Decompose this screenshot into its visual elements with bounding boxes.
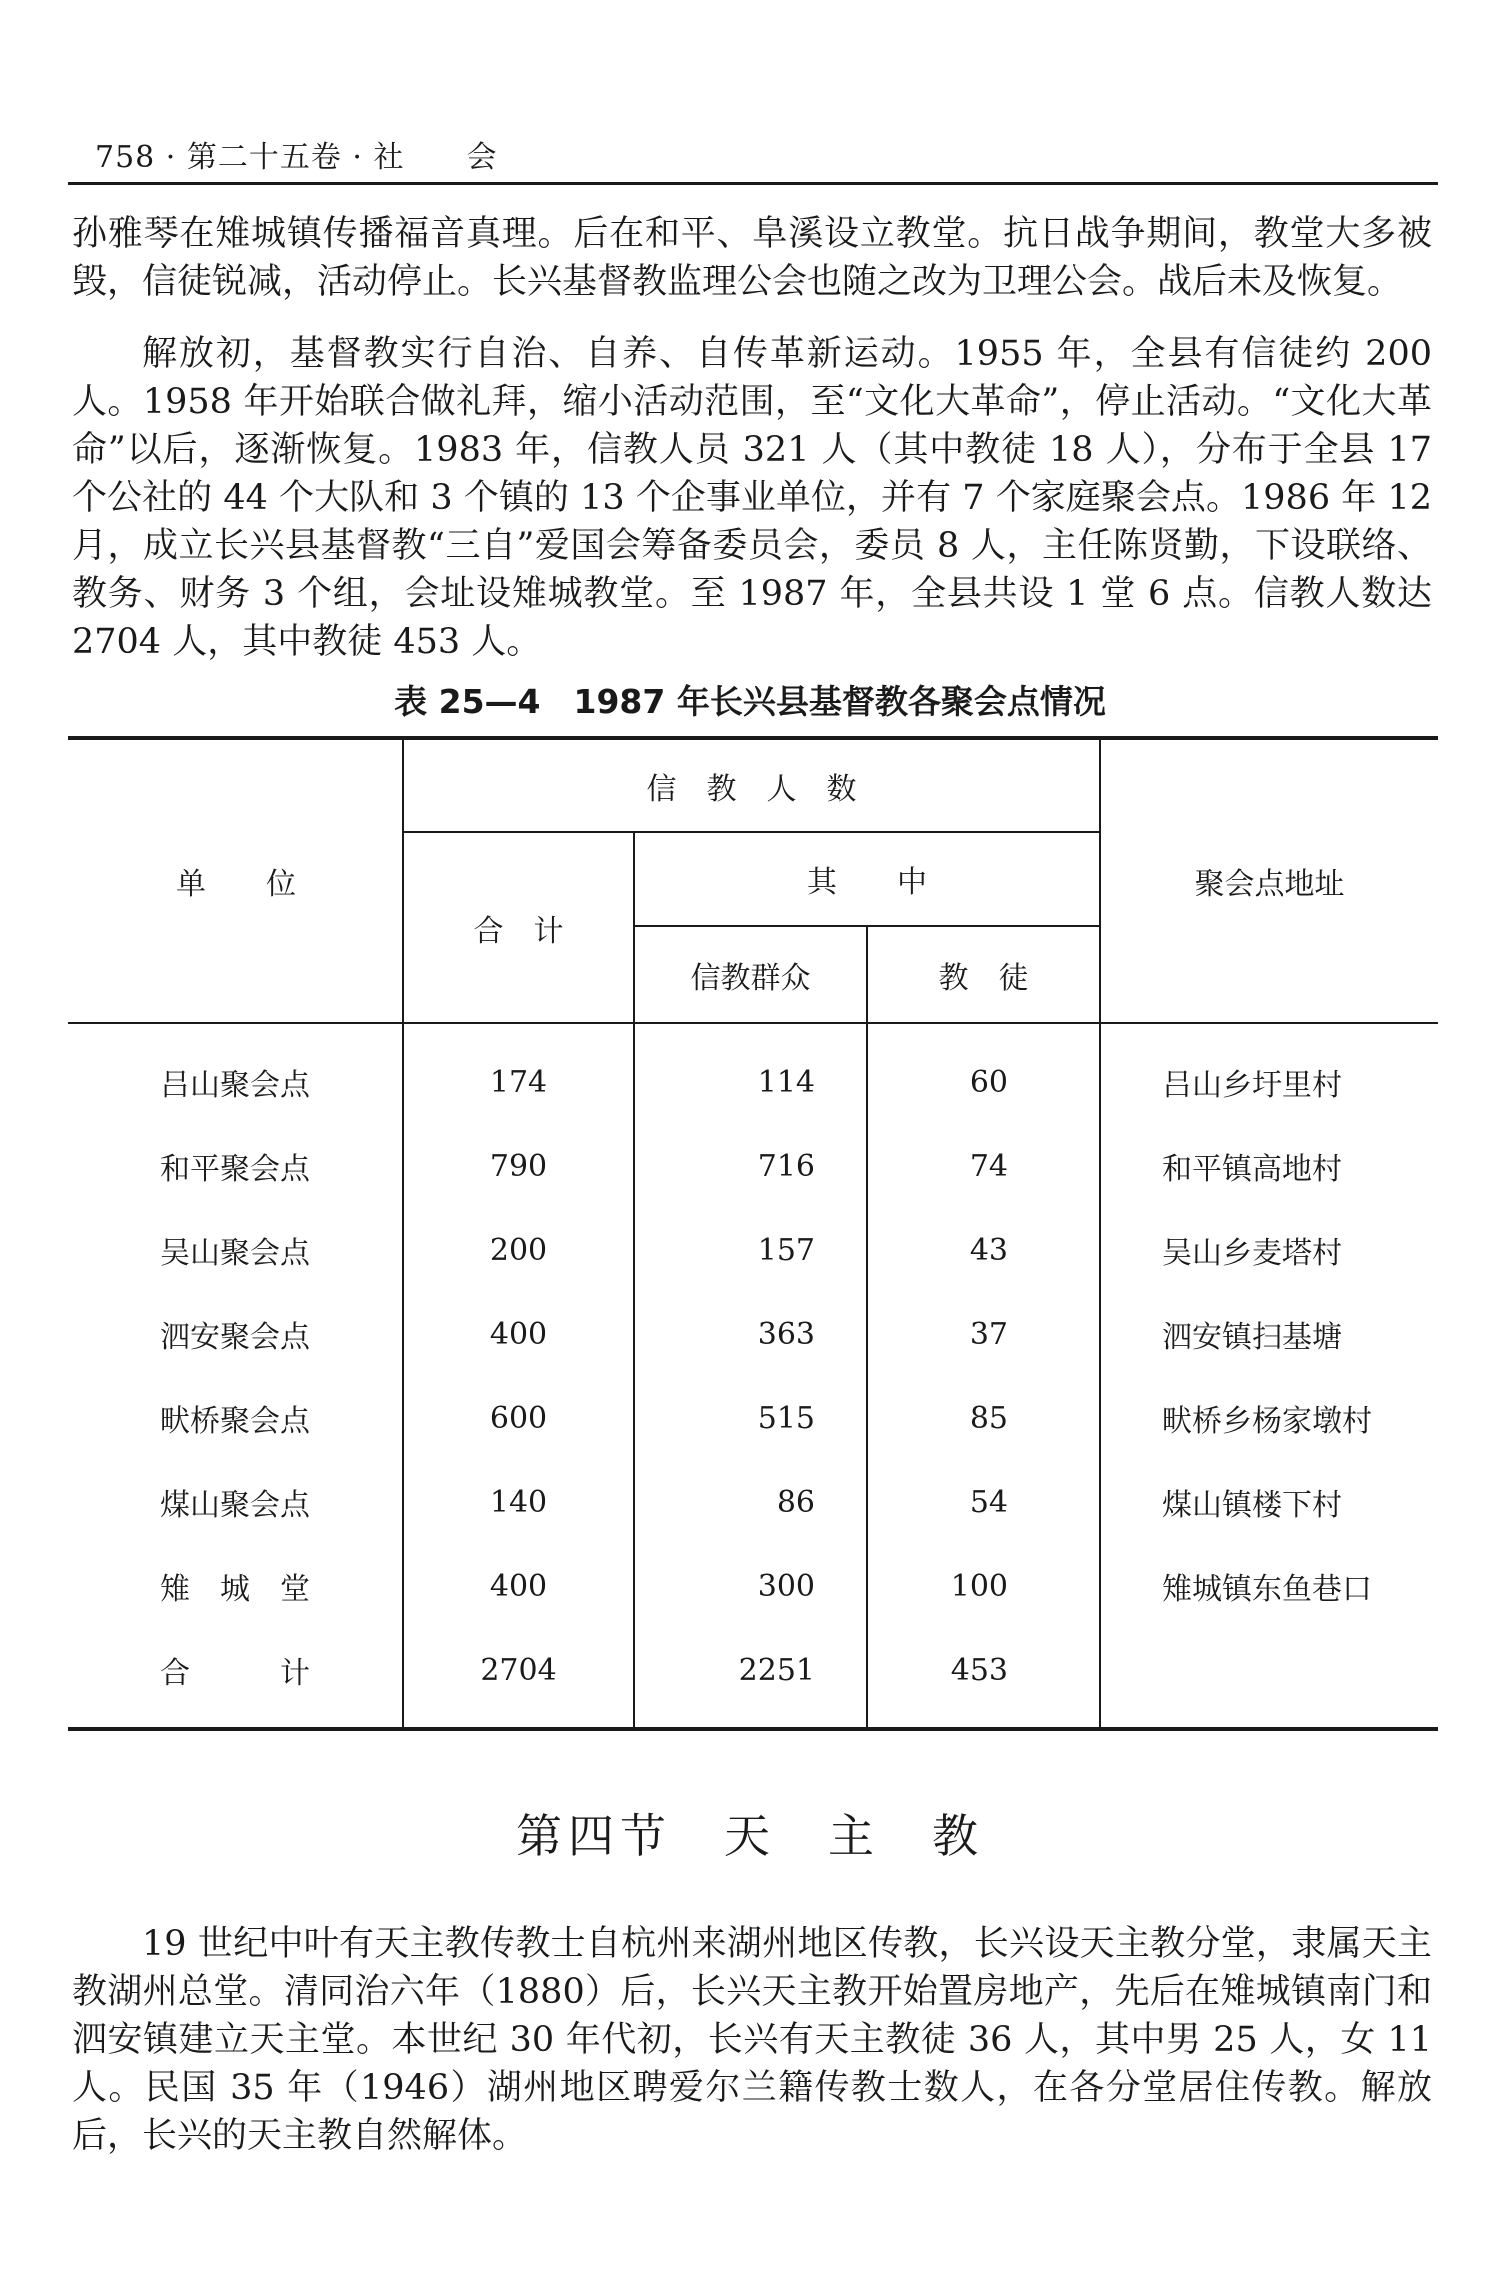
header-address: 聚会点地址 xyxy=(1194,867,1345,902)
header-unit: 单 位 xyxy=(176,867,296,902)
cell-lay: 300 xyxy=(757,1568,815,1604)
cell-address: 泗安镇扫基塘 xyxy=(1162,1320,1342,1355)
header-members: 教 徒 xyxy=(938,960,1029,996)
cell-members: 37 xyxy=(969,1316,1008,1352)
cell-unit: 吴山聚会点 xyxy=(160,1236,310,1271)
cell-lay: 716 xyxy=(757,1148,815,1184)
header-of-which: 其 中 xyxy=(807,865,927,900)
cell-total: 790 xyxy=(489,1148,548,1184)
header-believers: 信 教 人 数 xyxy=(646,771,857,807)
cell-address: 雉城镇东鱼巷口 xyxy=(1162,1572,1372,1607)
header-total: 合 计 xyxy=(473,913,564,949)
table-header-rule xyxy=(68,1022,1438,1024)
cell-unit: 泗安聚会点 xyxy=(160,1320,310,1355)
cell-members: 453 xyxy=(950,1652,1008,1688)
header-rule xyxy=(68,182,1438,185)
cell-total: 400 xyxy=(489,1568,548,1604)
cell-members: 74 xyxy=(969,1148,1008,1184)
running-head: 758 · 第二十五卷 · 社 会 xyxy=(95,140,498,175)
cell-members: 85 xyxy=(969,1400,1008,1436)
cell-total: 400 xyxy=(489,1316,548,1352)
paragraph-1: 孙雅琴在雉城镇传播福音真理。后在和平、阜溪设立教堂。抗日战争期间，教堂大多被毁，信徒锐减，活动停止。长兴基督教监理公会也随之改为卫理公会。战后未及恢复。 xyxy=(72,214,1432,302)
table-bottom-rule xyxy=(68,1727,1438,1731)
section-title: 第四节 天 主 教 xyxy=(516,1809,984,1863)
cell-lay: 157 xyxy=(757,1232,815,1268)
cell-unit: 和平聚会点 xyxy=(160,1152,310,1187)
cell-total: 200 xyxy=(489,1232,548,1268)
cell-unit: 吕山聚会点 xyxy=(160,1068,310,1103)
cell-unit: 畎桥聚会点 xyxy=(160,1404,310,1439)
cell-unit: 煤山聚会点 xyxy=(160,1488,310,1523)
paragraph-2: 解放初，基督教实行自治、自养、自传革新运动。1955 年，全县有信徒约 200 人。1958 年开始联合做礼拜，缩小活动范围，至“文化大革命”，停止活动。“文化大革命”以后，逐渐恢复。1983 年，信教人员 321 人（其中教徒 18 人），分布于全县 17 个公社的 44 个大队和 3 个镇的 13 个企事业单位，并有 7 个家庭聚会点。1986 年 12 月，成立长兴县基督教“三自”爱国会筹备委员会，委员 8 人，主任陈贤勤，下设联络、教务、财务 3 个组，会址设雉城教堂。至 1987 年，全县共设 1 堂 6 点。信教人数达 2704 人，其中教徒 453 人。 xyxy=(72,334,1432,662)
cell-members: 60 xyxy=(969,1064,1008,1100)
table-title: 表 25—4 1987 年长兴县基督教各聚会点情况 xyxy=(394,682,1106,721)
cell-lay: 114 xyxy=(757,1064,815,1100)
cell-lay: 86 xyxy=(776,1484,815,1520)
header-lay-believers: 信教群众 xyxy=(690,960,811,996)
cell-address: 和平镇高地村 xyxy=(1162,1152,1342,1187)
cell-total: 2704 xyxy=(480,1652,557,1688)
cell-address: 吕山乡圩里村 xyxy=(1162,1068,1342,1103)
cell-unit: 雉 城 堂 xyxy=(160,1572,310,1607)
cell-address: 畎桥乡杨家墩村 xyxy=(1162,1404,1372,1439)
cell-total: 174 xyxy=(489,1064,548,1100)
cell-members: 100 xyxy=(950,1568,1008,1604)
cell-address: 吴山乡麦塔村 xyxy=(1162,1236,1342,1271)
cell-unit: 合 计 xyxy=(160,1656,310,1691)
cell-address: 煤山镇楼下村 xyxy=(1162,1488,1342,1523)
cell-lay: 2251 xyxy=(738,1652,815,1688)
section-paragraph: 19 世纪中叶有天主教传教士自杭州来湖州地区传教，长兴设天主教分堂，隶属天主教湖州总堂。清同治六年（1880）后，长兴天主教开始置房地产，先后在雉城镇南门和泗安镇建立天主堂。本世纪 30 年代初，长兴有天主教徒 36 人，其中男 25 人，女 11 人。民国 35 年（1946）湖州地区聘爱尔兰籍传教士数人，在各分堂居住传教。解放后，长兴的天主教自然解体。 xyxy=(72,1924,1432,2156)
cell-total: 140 xyxy=(489,1484,548,1520)
cell-lay: 363 xyxy=(757,1316,815,1352)
cell-members: 54 xyxy=(969,1484,1008,1520)
cell-members: 43 xyxy=(969,1232,1008,1268)
cell-lay: 515 xyxy=(757,1400,815,1436)
cell-total: 600 xyxy=(489,1400,548,1436)
